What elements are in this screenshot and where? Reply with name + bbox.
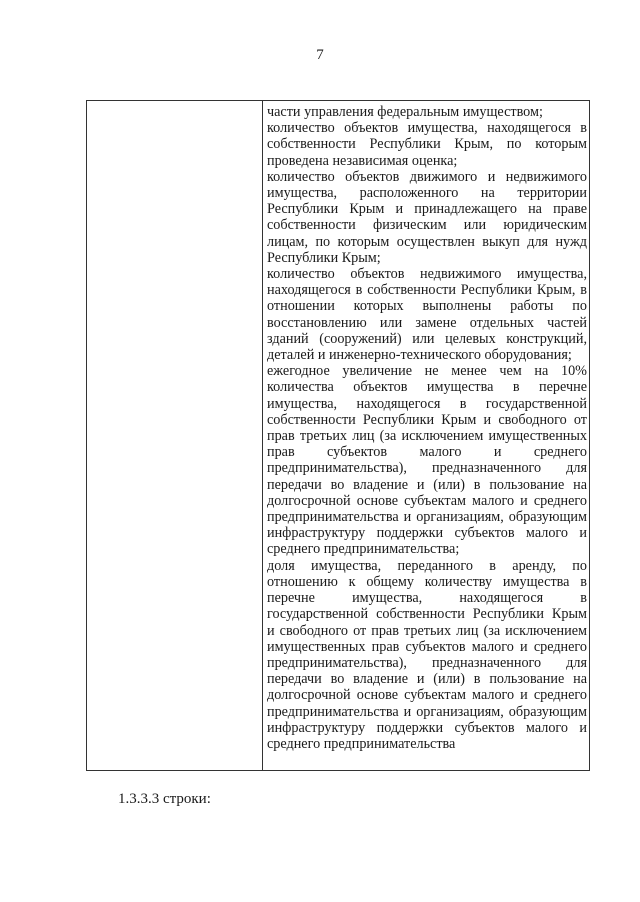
table-text-line: отношении которых выполнены работы по <box>267 298 587 315</box>
table-text-line: количества объектов имущества в перечне <box>267 379 587 396</box>
section-reference: 1.3.3.3 строки: <box>118 791 211 807</box>
table-text-line: инфраструктуру поддержки субъектов малого и <box>267 525 587 542</box>
table-text-line: лицам, по которым осуществлен выкуп для нужд <box>267 233 587 250</box>
table-text-line: прав третьих лиц (за исключением имущественных <box>267 428 587 445</box>
table-text-line: передачи во владение и (или) в пользование на <box>267 476 587 493</box>
table-text-line: перечне имущества, находящегося в <box>267 590 587 607</box>
table-text-line: Республики Крым и принадлежащего на праве <box>267 201 587 218</box>
table-text-line: собственности физическим или юридическим <box>267 217 587 234</box>
table-text-line: количество объектов имущества, находящегося в <box>267 120 587 137</box>
table-text-line: предпринимательства), предназначенного для <box>267 654 587 671</box>
table-text-line: имущества, расположенного на территории <box>267 185 587 202</box>
table-text-line: отношению к общему количеству имущества в <box>267 573 587 590</box>
table-text-line: части управления федеральным имуществом; <box>267 104 543 120</box>
document-table <box>86 100 590 771</box>
table-text-line: восстановлению или замене отдельных частей <box>267 314 587 331</box>
table-text-line: среднего предпринимательства <box>267 735 456 752</box>
table-text-line: находящегося в собственности Республики Крым, в <box>267 282 587 299</box>
table-text-line: среднего предпринимательства; <box>267 541 460 558</box>
table-text-line: имущества, находящегося в государственной <box>267 395 587 412</box>
table-text-line: инфраструктуру поддержки субъектов малого и <box>267 719 587 736</box>
table-text-line: доля имущества, переданного в аренду, по <box>267 557 587 574</box>
table-text-line: передачи во владение и (или) в пользование на <box>267 671 587 688</box>
table-text-line: собственности Республики Крым и свободного от <box>267 411 587 428</box>
table-text-line: количество объектов недвижимого имущества, <box>267 266 587 283</box>
table-text-line: проведена независимая оценка; <box>267 152 458 169</box>
table-text-line: количество объектов движимого и недвижимого <box>267 168 587 185</box>
table-text-line: имущественных прав субъектов малого и среднего <box>267 638 587 655</box>
table-text-line: прав субъектов малого и среднего <box>267 444 587 461</box>
table-text-line: ежегодное увеличение не менее чем на 10% <box>267 363 587 380</box>
table-left-cell <box>87 101 263 770</box>
table-text-line: долгосрочной основе субъектам малого и среднего <box>267 492 587 509</box>
table-text-line: государственной собственности Республики Крым <box>267 606 587 623</box>
table-right-cell <box>263 101 589 770</box>
table-text-line: предпринимательства), предназначенного для <box>267 460 587 477</box>
page-number: 7 <box>316 47 324 63</box>
table-text-line: Республики Крым; <box>267 249 381 266</box>
table-text-line: и свободного от прав третьих лиц (за исключением <box>267 622 587 639</box>
table-text-line: предпринимательства и организациям, образующим <box>267 509 587 526</box>
table-text-line: зданий (сооружений) или целевых конструкций, <box>267 330 587 347</box>
table-text-line: долгосрочной основе субъектам малого и среднего <box>267 687 587 704</box>
table-text-line: деталей и инженерно-технического оборудования; <box>267 347 572 364</box>
table-text-line: собственности Республики Крым, по которым <box>267 136 587 153</box>
table-text-line: предпринимательства и организациям, образующим <box>267 703 587 720</box>
